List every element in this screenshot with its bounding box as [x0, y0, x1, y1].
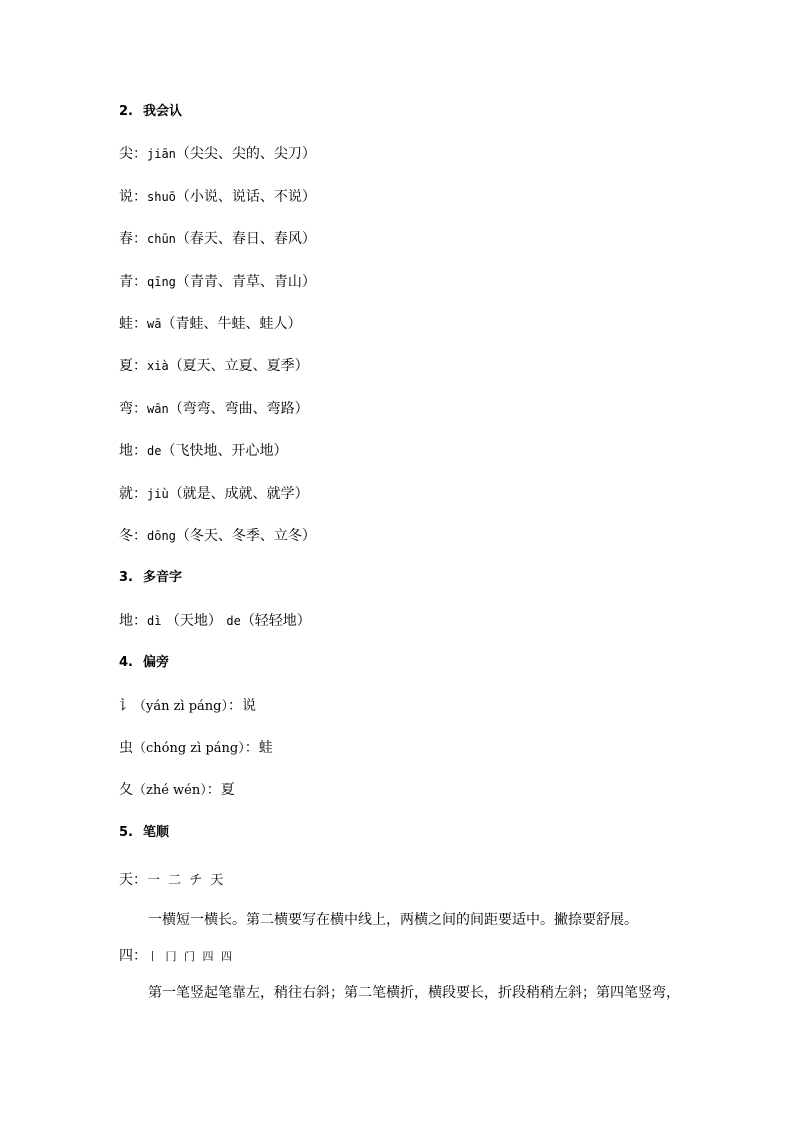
radical-entry: 夂（zhé wén）：夏 [119, 782, 235, 798]
char-entry: 说：shuō（小说、说话、不说） [119, 189, 316, 205]
section-heading-4: 4. 偏旁 [119, 655, 170, 670]
char-entry: 冬：dōng（冬天、冬季、立冬） [119, 528, 316, 544]
radical-entry: 虫（chóng zì páng）：蛙 [119, 740, 273, 756]
polyphone-entry: 地：dì （天地） de（轻轻地） [119, 613, 311, 629]
char-entry: 地：de（飞快地、开心地） [119, 443, 288, 459]
stroke-order-entry: 四：丨 冂 门 四 四 [119, 948, 234, 964]
char-entry: 青：qīng（青青、青草、青山） [119, 274, 316, 290]
section-heading-5: 5. 笔顺 [119, 825, 170, 840]
stroke-note: 一横短一横长。第二横要写在横中线上，两横之间的间距要适中。撇捺要舒展。 [148, 912, 638, 928]
char-entry: 就：jiù（就是、成就、就学） [119, 486, 309, 502]
stroke-note: 第一笔竖起笔靠左，稍往右斜；第二笔横折，横段要长，折段稍稍左斜；第四笔竖弯， [148, 985, 680, 1001]
char-entry: 春：chūn（春天、春日、春风） [119, 231, 316, 247]
section-heading-3: 3. 多音字 [119, 570, 183, 585]
char-entry: 尖：jiān（尖尖、尖的、尖刀） [119, 146, 316, 162]
radical-entry: 讠（yán zì páng）：说 [119, 698, 257, 714]
char-entry: 夏：xià（夏天、立夏、夏季） [119, 358, 309, 374]
char-entry: 蛙：wā（青蛙、牛蛙、蛙人） [119, 316, 302, 332]
stroke-order-entry: 天：一 二 チ 天 [119, 872, 226, 888]
section-heading-2: 2. 我会认 [119, 104, 183, 119]
char-entry: 弯：wān（弯弯、弯曲、弯路） [119, 401, 309, 417]
